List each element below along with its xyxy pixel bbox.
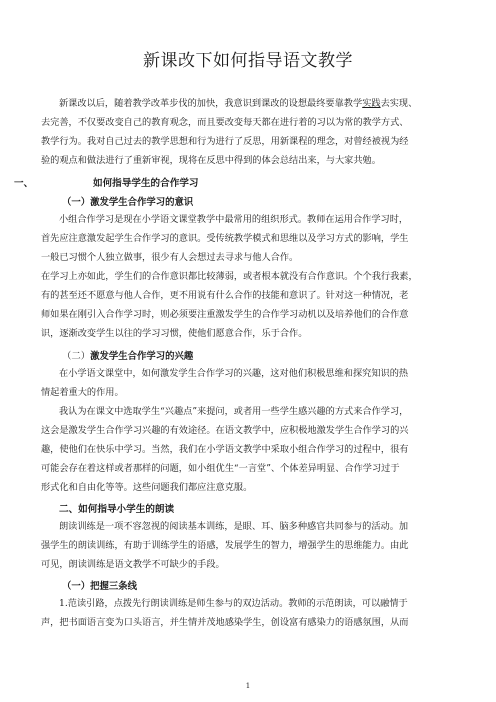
intro-text: 去实现、 xyxy=(380,98,418,109)
s1-p2-line: 识，逐渐改变学生以往的学习习惯，使他们愿意合作，乐于合作。 xyxy=(41,328,308,339)
s1-p4-line: 这会是激发学生合作学习兴趣的有效途径。在语文教学中，应积极地激发学生合作学习的兴 xyxy=(41,425,409,436)
document-title: 新课改下如何指导语文教学 xyxy=(143,51,353,71)
s1-p4-line: 形式化和自由化等等。这些问题我们都应注意克服。 xyxy=(41,482,253,493)
sub2-title: 激发学生合作学习的兴趣 xyxy=(90,351,194,362)
s2-p2-line: 声，把书面语言变为口头语言，并生情并茂地感染学生，创设富有感染力的语感氛围，从而 xyxy=(41,617,409,628)
s2-p1-line: 朗读训练是一项不容忽视的阅读基本训练，是眼、耳、脑多种感官共同参与的活动。加 xyxy=(59,521,409,532)
s1-p4-line: 我认为在课文中选取学生“兴趣点”来提问，或者用一些学生感兴趣的方式来合作学习， xyxy=(59,406,409,417)
intro-line-4: 验的观点和做法进行了重新审视，现将在反思中得到的体会总结出来，与大家共勉。 xyxy=(41,155,381,166)
intro-text: 新课改以后，随着教学改革步伐的加快，我意识到课改的设想最终要靠教学 xyxy=(59,98,363,109)
intro-line-2: 去完善，不仅要改变自己的教育观念，而且要改变每天都在进行着的习以为常的教学方式、 xyxy=(41,117,409,128)
section2-sub1-heading: （一）把握三条线 xyxy=(62,581,138,592)
s1-p3-line: 情起着重大的作用。 xyxy=(41,387,124,398)
intro-underlined-word: 实践 xyxy=(362,98,381,109)
s1-p1-line: 一般已习惯个人独立做事，很少有人会想过去寻求与他人合作。 xyxy=(41,252,299,263)
s1-p2-line: 在学习上亦如此，学生们的合作意识都比较薄弱，或者根本就没有合作意识。个个我行我素， xyxy=(41,271,418,282)
s1-p1-line: 首先应注意激发起学生合作学习的意识。受传统教学模式和思维以及学习方式的影响，学生 xyxy=(41,233,409,244)
intro-line-1 xyxy=(59,98,417,110)
page-number: 1 xyxy=(245,682,251,690)
section1-number: 一、 xyxy=(14,178,34,189)
sub2-prefix: （二） xyxy=(62,351,91,362)
section1-sub1-heading: （一）激发学生合作学习的意识 xyxy=(62,197,194,208)
s2-p1-line: 强学生的朗读训练，有助于训练学生的语感，发展学生的智力，增强学生的思维能力。由此 xyxy=(41,540,409,551)
s1-p4-line: 趣，使他们在快乐中学习。当然，我们在小学语文教学中采取小组合作学习的过程中，很有 xyxy=(41,444,409,455)
s2-p2-line: 1.范读引路，点拨先行朗读训练是师生参与的双边活动。教师的示范朗读，可以融情于 xyxy=(59,598,408,609)
s2-p1-line: 可见，朗读训练是语文教学不可缺少的手段。 xyxy=(41,559,225,570)
s1-p4-line: 可能会存在着这样或者那样的问题，如小组优生“一言堂”、个体差异明显、合作学习过于 xyxy=(41,463,400,474)
section2-heading: 二、如何指导小学生的朗读 xyxy=(59,504,175,515)
s1-p1-line: 小组合作学习是现在小学语文课堂教学中最常用的组织形式。教师在运用合作学习时， xyxy=(59,214,409,225)
s1-p3-line: 在小学语文课堂中，如何激发学生合作学习的兴趣，这对他们积极思维和探究知识的热 xyxy=(59,368,409,379)
intro-line-3: 教学行为。我对自己过去的教学思想和行为进行了反思，用新课程的理念，对曾经被视为经 xyxy=(41,136,409,147)
section1-sub2-heading xyxy=(62,348,193,362)
s1-p2-line: 师如果在刚引入合作学习时，则必须要注重激发学生的合作学习动机以及培养他们的合作意 xyxy=(41,309,409,320)
section1-heading: 如何指导学生的合作学习 xyxy=(93,178,199,189)
s1-p2-line: 有的甚至还不愿意与他人合作，更不用说有什么合作的技能和意识了。针对这一种情况，老 xyxy=(41,290,409,301)
